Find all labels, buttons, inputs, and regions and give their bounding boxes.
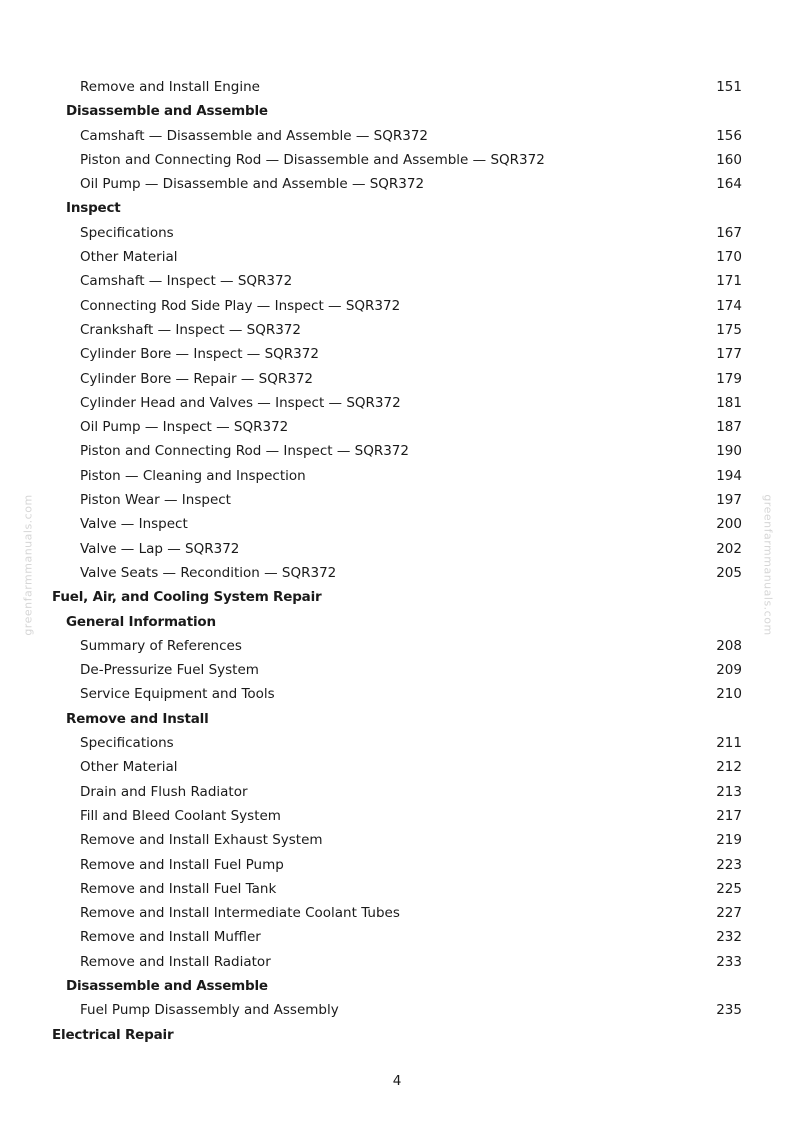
toc-entry[interactable] [0, 415, 794, 439]
toc-entry[interactable] [0, 561, 794, 585]
toc-entry[interactable] [0, 367, 794, 391]
toc-entry-page: 219 [716, 832, 742, 849]
toc-entry-title: Remove and Install Intermediate Coolant Tubes [80, 905, 400, 922]
toc-entry-title: Fill and Bleed Coolant System [80, 807, 281, 824]
toc-entry-title: Oil Pump — Inspect — SQR372 [80, 419, 289, 436]
toc-entry-title: Disassemble and Assemble [66, 977, 268, 994]
toc-entry[interactable] [0, 731, 794, 755]
toc-entry-page: 177 [716, 346, 742, 363]
toc-entry[interactable] [0, 221, 794, 245]
toc-entry-page: 213 [716, 783, 742, 800]
toc-entry-title: Camshaft — Disassemble and Assemble — SQR372 [80, 127, 428, 144]
toc-entry-title: Remove and Install [66, 710, 209, 727]
toc-entry-page: 225 [716, 880, 742, 897]
toc-entry-title: Cylinder Bore — Inspect — SQR372 [80, 346, 319, 363]
toc-entry-title: Cylinder Bore — Repair — SQR372 [80, 370, 314, 387]
toc-entry[interactable] [0, 950, 794, 974]
page-number: 4 [392, 1073, 402, 1089]
toc-entry[interactable] [0, 294, 794, 318]
watermark-right: greenfarmmanuals.com [761, 494, 775, 636]
toc-section-heading[interactable] [0, 196, 794, 220]
toc-entry[interactable] [0, 780, 794, 804]
toc-entry-page: 202 [716, 540, 742, 557]
toc-entry[interactable] [0, 853, 794, 877]
toc-entry-title: Valve — Inspect [80, 516, 188, 533]
toc-entry-title: Oil Pump — Disassemble and Assemble — SQR372 [80, 176, 425, 193]
toc-entry-title: Remove and Install Muffler [80, 929, 261, 946]
toc-entry-title: Remove and Install Radiator [80, 953, 271, 970]
toc-entry[interactable] [0, 318, 794, 342]
toc-entry[interactable] [0, 682, 794, 706]
toc-entry[interactable] [0, 998, 794, 1022]
toc-entry-title: Inspect [66, 200, 121, 217]
toc-entry-page: 235 [716, 1002, 742, 1019]
toc-entry[interactable] [0, 658, 794, 682]
toc-entry[interactable] [0, 901, 794, 925]
toc-entry[interactable] [0, 172, 794, 196]
toc-entry[interactable] [0, 925, 794, 949]
toc-entry[interactable] [0, 391, 794, 415]
toc-entry-page: 174 [716, 297, 742, 314]
toc-section-heading[interactable] [0, 1023, 794, 1047]
toc-entry[interactable] [0, 488, 794, 512]
toc-entry-title: Piston and Connecting Rod — Disassemble and Assemble — SQR372 [80, 151, 545, 168]
toc-entry-title: Fuel, Air, and Cooling System Repair [52, 589, 322, 606]
toc-entry-page: 171 [716, 273, 742, 290]
toc-entry-page: 160 [716, 151, 742, 168]
toc-entry-page: 233 [716, 953, 742, 970]
toc-entry-page: 190 [716, 443, 742, 460]
toc-entry-page: 181 [716, 394, 742, 411]
toc-entry-page: 156 [716, 127, 742, 144]
toc-entry-title: Connecting Rod Side Play — Inspect — SQR372 [80, 297, 401, 314]
toc-entry-title: Drain and Flush Radiator [80, 783, 248, 800]
toc-entry-page: 175 [716, 321, 742, 338]
toc-entry-title: Specifications [80, 735, 174, 752]
toc-entry-page: 194 [716, 467, 742, 484]
toc-section-heading[interactable] [0, 99, 794, 123]
toc-entry-title: Crankshaft — Inspect — SQR372 [80, 321, 301, 338]
toc-section-heading[interactable] [0, 585, 794, 609]
toc-entry-page: 208 [716, 637, 742, 654]
toc-entry-page: 223 [716, 856, 742, 873]
toc-entry-title: Camshaft — Inspect — SQR372 [80, 273, 293, 290]
toc-entry[interactable] [0, 439, 794, 463]
toc-entry-title: Disassemble and Assemble [66, 103, 268, 120]
toc-entry[interactable] [0, 75, 794, 99]
toc-entry[interactable] [0, 342, 794, 366]
toc-section-heading[interactable] [0, 974, 794, 998]
toc-section-heading[interactable] [0, 707, 794, 731]
toc-entry-page: 217 [716, 807, 742, 824]
toc-entry[interactable] [0, 828, 794, 852]
toc-entry-title: Other Material [80, 249, 178, 266]
toc-entry-title: Piston and Connecting Rod — Inspect — SQR372 [80, 443, 409, 460]
toc-entry-page: 200 [716, 516, 742, 533]
toc-entry-title: Remove and Install Fuel Tank [80, 880, 277, 897]
toc-entry[interactable] [0, 537, 794, 561]
toc-entry-title: Other Material [80, 759, 178, 776]
toc-entry-page: 227 [716, 905, 742, 922]
toc-entry-title: Remove and Install Exhaust System [80, 832, 323, 849]
toc-entry-page: 164 [716, 176, 742, 193]
toc-entry-page: 170 [716, 249, 742, 266]
toc-entry-title: Piston Wear — Inspect [80, 492, 231, 509]
toc-entry-title: Cylinder Head and Valves — Inspect — SQR372 [80, 394, 401, 411]
toc-entry[interactable] [0, 877, 794, 901]
table-of-contents [0, 75, 794, 1047]
toc-entry-page: 212 [716, 759, 742, 776]
toc-entry-page: 167 [716, 224, 742, 241]
toc-entry-title: General Information [66, 613, 216, 630]
toc-entry[interactable] [0, 755, 794, 779]
toc-entry-page: 232 [716, 929, 742, 946]
toc-entry-page: 151 [716, 79, 742, 95]
toc-entry-title: Valve Seats — Recondition — SQR372 [80, 564, 337, 581]
toc-entry-page: 209 [716, 662, 742, 679]
toc-section-heading[interactable] [0, 610, 794, 634]
watermark-left: greenfarmmanuals.com [21, 494, 35, 636]
toc-entry-page: 205 [716, 564, 742, 581]
toc-entry[interactable] [0, 148, 794, 172]
toc-entry-title: Specifications [80, 224, 174, 241]
toc-entry[interactable] [0, 124, 794, 148]
toc-entry-title: Remove and Install Fuel Pump [80, 856, 284, 873]
toc-entry-title: Remove and Install Engine [80, 79, 260, 95]
toc-entry[interactable] [0, 245, 794, 269]
toc-entry-page: 210 [716, 686, 742, 703]
toc-entry-title: Service Equipment and Tools [80, 686, 275, 703]
toc-entry[interactable] [0, 269, 794, 293]
toc-entry[interactable] [0, 464, 794, 488]
toc-entry-title: Piston — Cleaning and Inspection [80, 467, 306, 484]
toc-entry-title: De-Pressurize Fuel System [80, 662, 259, 679]
toc-entry-page: 211 [716, 735, 742, 752]
toc-entry[interactable] [0, 634, 794, 658]
toc-entry[interactable] [0, 512, 794, 536]
toc-entry-page: 197 [716, 492, 742, 509]
toc-entry-title: Fuel Pump Disassembly and Assembly [80, 1002, 339, 1019]
toc-entry-title: Summary of References [80, 637, 242, 654]
toc-entry[interactable] [0, 804, 794, 828]
toc-entry-title: Electrical Repair [52, 1026, 174, 1043]
toc-entry-page: 187 [716, 419, 742, 436]
toc-entry-title: Valve — Lap — SQR372 [80, 540, 240, 557]
toc-entry-page: 179 [716, 370, 742, 387]
